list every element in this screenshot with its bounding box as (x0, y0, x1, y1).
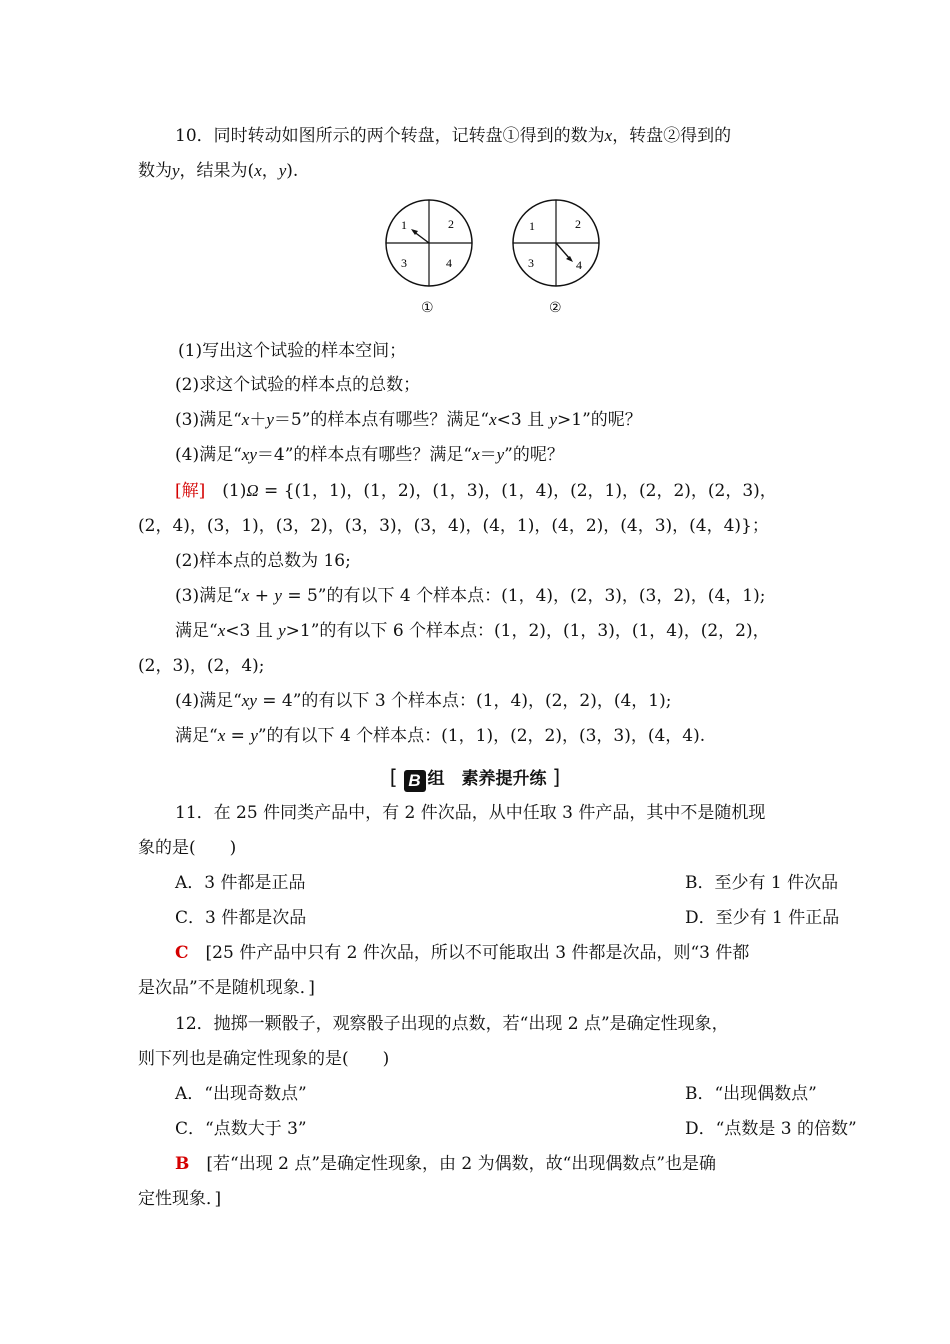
disk1-number-4: 4 (446, 256, 452, 270)
q12-option-c: C．“点数大于 3” (175, 1119, 307, 1139)
solution-line6: (2，3)，(2，4); (138, 656, 265, 676)
q12-options-row1 (175, 1082, 855, 1106)
q11-answer: C (175, 943, 189, 963)
q11-option-b: B．至少有 1 件次品 (685, 873, 839, 893)
q11-option-a: A．3 件都是正品 (175, 873, 306, 893)
spinner-disk-1 (386, 200, 472, 286)
section-heading: [ B 组 素养提升练 ] (389, 765, 561, 790)
disk1-number-1: 1 (401, 218, 407, 232)
q12-option-b: B．“出现偶数点” (685, 1084, 817, 1104)
solution-tag: [解] (175, 481, 206, 501)
solution-line2: (2，4)，(3，1)，(3，2)，(3，3)，(3，4)，(4，1)，(4，2)，(4，3)，(4，4)}； (138, 516, 769, 536)
q12-explanation-line1: B [若“出现 2 点”是确定性现象，由 2 为偶数，故“出现偶数点”也是确 (175, 1154, 717, 1174)
q11-explanation-line1: C [25 件产品中只有 2 件次品，所以不可能取出 3 件都是次品，则“3 件都 (175, 943, 750, 963)
group-b-icon: B (404, 770, 426, 792)
q11-option-d: D．至少有 1 件正品 (685, 908, 840, 928)
spinner-figure (380, 196, 610, 296)
solution-line4: (3)满足“x + y = 5”的有以下 4 个样本点：(1，4)，(2，3)，(3，2)，(4，1); (175, 586, 766, 606)
q12-line2: 则下列也是确定性现象的是( ) (138, 1049, 390, 1069)
solution-line8: 满足“x = y”的有以下 4 个样本点：(1，1)，(2，2)，(3，3)，(4，4). (175, 726, 706, 746)
subq-4: (4)满足“xy＝4”的样本点有哪些？满足“x＝y”的呢？ (175, 445, 564, 465)
disk2-number-1: 1 (529, 219, 535, 233)
q10-line1: 10．同时转动如图所示的两个转盘，记转盘①得到的数为x，转盘②得到的 (175, 126, 732, 146)
q11-option-c: C．3 件都是次品 (175, 908, 307, 928)
q11-options-row2 (175, 906, 855, 930)
solution-line5: 满足“x<3 且 y>1”的有以下 6 个样本点：(1，2)，(1，3)，(1，4)，(2，2)， (175, 621, 770, 641)
subq-3: (3)满足“x＋y＝5”的样本点有哪些？满足“x<3 且 y>1”的呢？ (175, 410, 642, 430)
q11-line1: 11．在 25 件同类产品中，有 2 件次品，从中任取 3 件产品，其中不是随机现 (175, 803, 766, 823)
subq-1: (1)写出这个试验的样本空间； (178, 341, 407, 361)
q12-option-a: A．“出现奇数点” (175, 1084, 307, 1104)
disk2-number-4: 4 (576, 258, 582, 272)
q10-line2: 数为y，结果为(x，y). (138, 161, 299, 181)
q11-line2: 象的是( ) (138, 838, 237, 858)
disk1-number-3: 3 (401, 256, 407, 270)
spinner-disk-2 (513, 200, 599, 286)
solution-line1: [解] (1)Ω = {(1，1)，(1，2)，(1，3)，(1，4)，(2，1)，(2，2)，(2，3)， (175, 481, 777, 501)
q12-line1: 12．抛掷一颗骰子，观察骰子出现的点数，若“出现 2 点”是确定性现象， (175, 1014, 729, 1034)
disk2-number-3: 3 (528, 256, 534, 270)
q12-answer: B (175, 1154, 190, 1174)
disk2-number-2: 2 (575, 217, 581, 231)
solution-line3: (2)样本点的总数为 16; (175, 551, 351, 571)
q11-explanation-line2: 是次品”不是随机现象．] (138, 978, 315, 998)
q12-option-d: D．“点数是 3 的倍数” (685, 1119, 857, 1139)
subq-2: (2)求这个试验的样本点的总数； (175, 375, 421, 395)
disk1-number-2: 2 (448, 217, 454, 231)
q11-options-row1 (175, 871, 855, 895)
figure-caption-2: ② (549, 300, 562, 316)
q12-options-row2 (175, 1117, 855, 1141)
figure-caption-1: ① (421, 300, 434, 316)
solution-line7: (4)满足“xy = 4”的有以下 3 个样本点：(1，4)，(2，2)，(4，1); (175, 691, 672, 711)
q12-explanation-line2: 定性现象．] (138, 1189, 222, 1209)
